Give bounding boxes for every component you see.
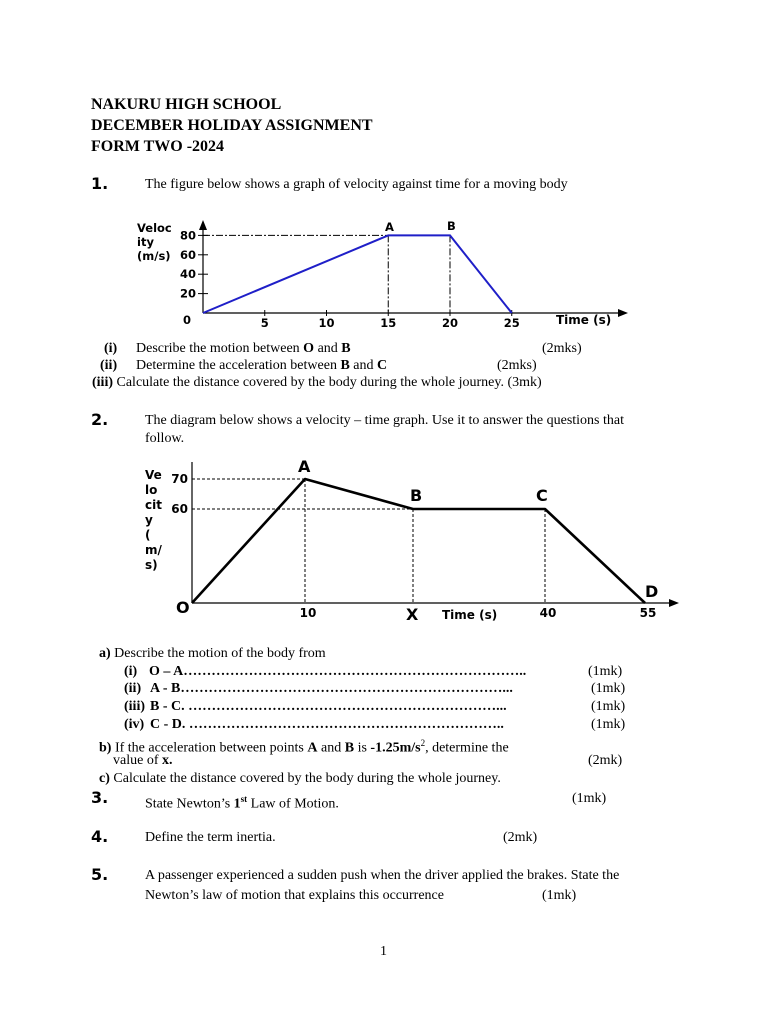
q2-origin-label: O [176, 598, 190, 617]
q2-ylabel-line: lo [145, 483, 158, 497]
q2-a-item-ii-number: (ii) [124, 681, 142, 696]
bold-text: B [344, 740, 355, 756]
question-2-text-line2: follow. [145, 431, 185, 446]
q2-part-b-line2 [113, 752, 172, 770]
q2-ylabel-line: Ve [145, 468, 162, 482]
x-tick-label: 25 [503, 316, 520, 330]
q1-point-b-label: B [447, 219, 456, 233]
q2-part-a-label: a) [99, 646, 111, 661]
q2-part-b-label: b) [99, 740, 112, 756]
question-5-text-line1: A passenger experienced a sudden push when the driver applied the brakes. State the [145, 868, 620, 883]
bold-text: O [303, 341, 315, 356]
q1-velocity-time-graph [130, 210, 640, 335]
school-name: NAKURU HIGH SCHOOL [91, 96, 282, 113]
q2-a-item-iv-text: C - D. ………………………………………………………….. [150, 717, 504, 732]
question-4-number: 4. [91, 827, 109, 846]
y-axis-arrow [199, 220, 207, 230]
q2-point-d-label: D [645, 582, 659, 601]
q1-part-iii-text: Calculate the distance covered by the body during the whole journey. (3mk) [116, 375, 542, 390]
question-4-text: Define the term inertia. [145, 830, 276, 845]
text: and [314, 341, 342, 356]
q2-a-item-i-text: O – A……………………………………………………………….. [149, 664, 527, 679]
page-number: 1 [380, 944, 387, 959]
q1-part-ii [100, 357, 117, 375]
q2-ylabel-line: cit [145, 498, 162, 512]
q1-part-i-marks: (2mks) [542, 341, 582, 356]
x-tick-label: 15 [380, 316, 397, 330]
question-4-marks: (2mk) [503, 830, 538, 845]
y-tick-label: 70 [171, 472, 188, 486]
q2-ylabel-line: s) [145, 558, 158, 572]
q1-ylabel-line: (m/s) [137, 249, 171, 263]
question-2-text-line1: The diagram below shows a velocity – time graph. Use it to answer the questions that [145, 413, 625, 428]
y-tick-label: 60 [179, 247, 196, 262]
text: value of [113, 753, 162, 768]
q2-a-item-iv-number: (iv) [124, 717, 145, 732]
q1-part-i [104, 340, 117, 358]
q2-part-b-marks: (2mk) [588, 753, 623, 768]
q2-a-item-i-marks: (1mk) [588, 664, 623, 679]
q2-xlabel: Time (s) [442, 608, 498, 622]
bold-text: C [377, 358, 388, 373]
q1-part-i-number: (i) [104, 341, 118, 356]
q2-part-c-text: Calculate the distance covered by the body during the whole journey. [109, 771, 501, 786]
q1-part-iii [92, 374, 542, 392]
q2-graph-plot [171, 462, 679, 620]
q2-ylabel-line: m/ [145, 543, 162, 557]
y-tick-label: 60 [171, 502, 188, 516]
q1-part-i-text [136, 340, 351, 358]
text: is [354, 740, 371, 756]
q2-a-item-i-number: (i) [124, 664, 138, 679]
q2-point-a-label: A [298, 457, 311, 476]
bold-text: B [341, 341, 351, 356]
q2-velocity-time-graph [140, 452, 690, 627]
x-tick-label: 10 [318, 316, 335, 330]
q1-part-ii-text [136, 357, 387, 375]
question-5-text-line2: Newton’s law of motion that explains this occurrence [145, 888, 444, 903]
q2-a-item-ii-text: A - B……………………………………………………………... [150, 681, 513, 696]
superscript: st [240, 794, 248, 804]
text: Determine the acceleration between [136, 358, 341, 373]
y-tick-label: 40 [179, 267, 196, 282]
bold-text: A [307, 740, 318, 756]
question-5-marks: (1mk) [542, 888, 577, 903]
x-tick-label: 55 [639, 606, 657, 620]
q1-part-ii-number: (ii) [100, 358, 118, 373]
q1-part-ii-marks: (2mks) [497, 358, 537, 373]
text: Describe the motion between [136, 341, 304, 356]
question-1-number: 1. [91, 174, 109, 193]
q1-xlabel: Time (s) [556, 313, 612, 327]
text: and [349, 358, 378, 373]
assignment-title: DECEMBER HOLIDAY ASSIGNMENT [91, 117, 373, 134]
form-title: FORM TWO -2024 [91, 138, 225, 155]
text: and [317, 740, 345, 756]
x-axis-arrow [618, 309, 628, 317]
bold-text: x. [161, 753, 173, 768]
text: , determine the [425, 740, 509, 756]
question-3-number: 3. [91, 788, 109, 807]
x-tick-label: 5 [260, 316, 269, 330]
q2-point-x-label: X [406, 605, 419, 624]
x-axis-arrow [669, 599, 679, 607]
q1-ylabel-line: ity [137, 235, 154, 249]
q2-part-a-text: Describe the motion of the body from [110, 646, 326, 661]
q2-ylabel-line: y [145, 513, 153, 527]
q2-point-c-label: C [536, 486, 548, 505]
q2-ylabel-line: ( [145, 528, 151, 542]
q1-origin-label: 0 [183, 313, 192, 327]
q2-a-item-iii-marks: (1mk) [591, 699, 626, 714]
superscript: 2 [420, 738, 426, 748]
x-tick-label: 20 [441, 316, 459, 330]
x-tick-label: 10 [299, 606, 317, 620]
velocity-line [203, 235, 512, 313]
question-3-text [145, 790, 339, 814]
question-1-text: The figure below shows a graph of velocity against time for a moving body [145, 177, 568, 192]
text: If the acceleration between points [111, 740, 308, 756]
q2-a-item-ii-marks: (1mk) [591, 681, 626, 696]
q1-point-a-label: A [385, 220, 394, 234]
bold-text: 1 [233, 796, 241, 812]
q2-part-c [99, 770, 501, 788]
x-tick-label: 40 [539, 606, 557, 620]
y-tick-label: 80 [179, 228, 196, 243]
q2-a-item-iii-number: (iii) [124, 699, 145, 714]
question-3-marks: (1mk) [572, 791, 607, 806]
q1-part-iii-number: (iii) [92, 375, 113, 390]
question-2-number: 2. [91, 410, 109, 429]
acceleration-value: -1.25m/s [370, 740, 421, 756]
text: State Newton’s [145, 796, 234, 812]
q1-ylabel-line: Veloc [137, 221, 172, 235]
q2-part-a [99, 645, 326, 663]
bold-text: B [340, 358, 350, 373]
q2-point-b-label: B [410, 486, 423, 505]
q2-part-c-label: c) [99, 771, 110, 786]
q2-a-item-iv-marks: (1mk) [591, 717, 626, 732]
text: Law of Motion. [247, 796, 339, 812]
q2-a-item-iii-text: B - C. …………………………………………………………... [150, 699, 507, 714]
question-5-number: 5. [91, 865, 109, 884]
y-tick-label: 20 [179, 286, 196, 301]
